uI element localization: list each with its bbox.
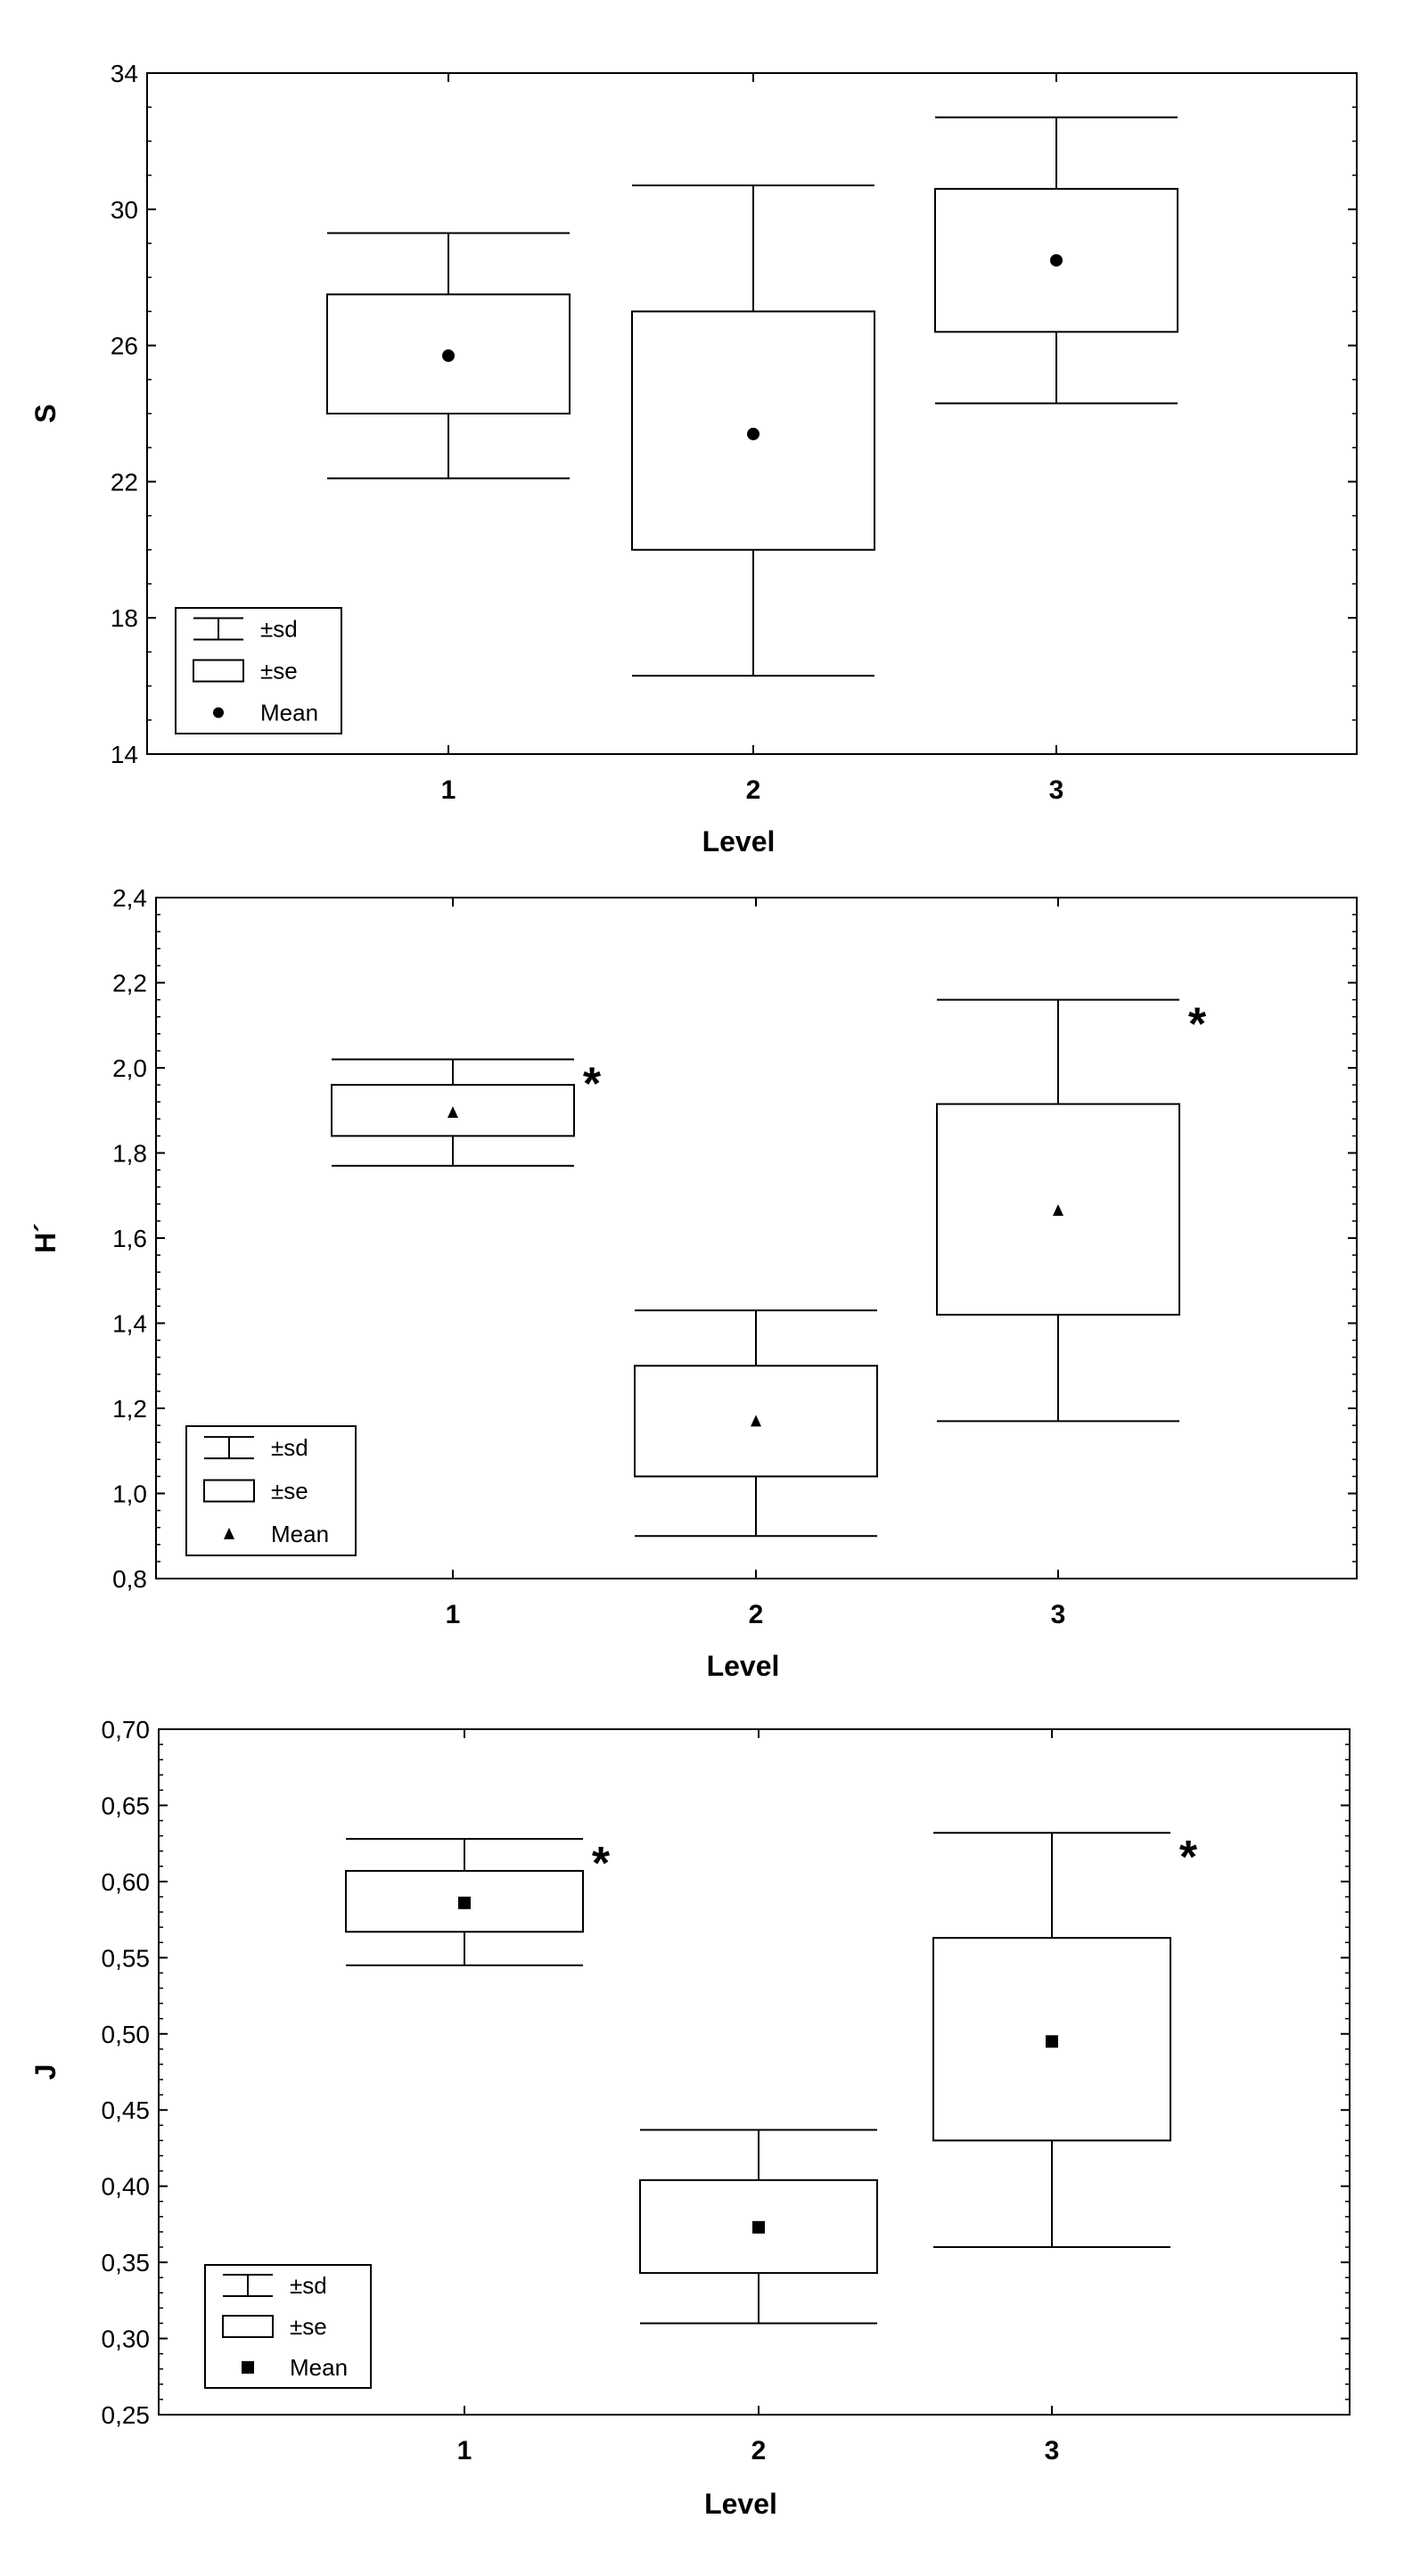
y-tick-label: 0,70 [101, 1716, 150, 1743]
x-category-label: 1 [445, 1600, 461, 1629]
legend-se-symbol [193, 660, 243, 682]
y-tick-label: 1,4 [112, 1309, 147, 1338]
legend-sd-label: ±sd [260, 615, 298, 643]
legend-sd-label: ±sd [290, 2272, 327, 2299]
legend-se-label: ±se [290, 2313, 327, 2340]
y-tick-label: 26 [110, 332, 138, 360]
y-tick-label: 0,25 [101, 2401, 150, 2429]
y-tick-label: 1,8 [112, 1139, 147, 1168]
y-tick-label: 0,45 [101, 2096, 150, 2125]
chart-panel-1 [29, 60, 1357, 857]
box-group-level-3 [937, 999, 1207, 1422]
y-tick-label: 2,0 [112, 1054, 147, 1082]
y-axis-label: H´ [29, 1223, 62, 1253]
mean-marker [747, 428, 759, 440]
significance-star: * [1178, 1832, 1198, 1884]
legend [205, 2265, 371, 2388]
legend-mean-label: Mean [260, 699, 319, 726]
legend [186, 1426, 356, 1555]
y-tick-label: 22 [110, 468, 138, 496]
significance-star: * [591, 1838, 611, 1891]
y-axis-label: J [29, 2063, 62, 2080]
y-tick-label: 30 [110, 195, 138, 224]
box-group-level-2 [632, 185, 874, 676]
mean-marker [1046, 2035, 1058, 2047]
legend-se-symbol [223, 2316, 273, 2337]
legend-mean-symbol [242, 2361, 254, 2374]
y-tick-label: 0,65 [101, 1792, 150, 1820]
legend-mean-label: Mean [290, 2354, 349, 2381]
box-group-level-2 [635, 1310, 877, 1536]
y-tick-label: 0,8 [112, 1565, 147, 1593]
box-group-level-3 [933, 1832, 1198, 2247]
chart-panel-3 [29, 1716, 1350, 2520]
legend-se-label: ±se [271, 1477, 308, 1505]
y-tick-label: 1,6 [112, 1225, 147, 1252]
mean-marker [1050, 254, 1063, 267]
mean-marker [752, 2221, 765, 2234]
y-tick-label: 0,35 [101, 2249, 150, 2277]
x-category-label: 3 [1048, 775, 1064, 805]
x-category-label: 2 [751, 2436, 767, 2465]
significance-star: * [582, 1058, 602, 1111]
chart-panel-2 [29, 884, 1357, 1682]
y-tick-label: 1,2 [112, 1395, 147, 1423]
y-tick-label: 1,0 [112, 1480, 147, 1508]
box-group-level-2 [640, 2129, 877, 2323]
x-category-label: 3 [1044, 2436, 1060, 2465]
y-tick-label: 14 [110, 741, 138, 768]
x-category-label: 1 [440, 775, 456, 805]
mean-marker [458, 1897, 471, 1909]
legend-sd-label: ±sd [271, 1434, 308, 1462]
mean-marker [442, 349, 455, 362]
x-category-label: 2 [745, 775, 761, 805]
x-category-label: 1 [456, 2436, 472, 2465]
y-tick-label: 2,4 [112, 884, 147, 912]
box-group-level-1 [332, 1058, 602, 1165]
y-tick-label: 0,55 [101, 1944, 150, 1973]
y-tick-label: 18 [110, 604, 138, 633]
legend-mean-label: Mean [271, 1520, 330, 1547]
legend-mean-symbol [213, 708, 224, 718]
legend-se-symbol [204, 1481, 254, 1502]
x-category-label: 2 [748, 1600, 764, 1629]
y-tick-label: 2,2 [112, 969, 147, 997]
box-group-level-1 [327, 234, 570, 479]
y-tick-label: 0,30 [101, 2325, 150, 2353]
legend-se-label: ±se [260, 657, 298, 685]
x-category-label: 3 [1050, 1600, 1066, 1629]
x-axis-label: Level [704, 2488, 777, 2520]
box-group-level-3 [935, 118, 1178, 404]
significance-star: * [1187, 998, 1207, 1051]
y-tick-label: 0,60 [101, 1867, 150, 1896]
x-axis-label: Level [706, 1650, 780, 1682]
y-tick-label: 0,50 [101, 2020, 150, 2048]
legend [176, 608, 341, 734]
y-tick-label: 34 [110, 60, 138, 87]
x-axis-label: Level [702, 825, 776, 857]
y-axis-label: S [29, 404, 62, 423]
box-group-level-1 [346, 1838, 611, 1965]
y-tick-label: 0,40 [101, 2172, 150, 2201]
